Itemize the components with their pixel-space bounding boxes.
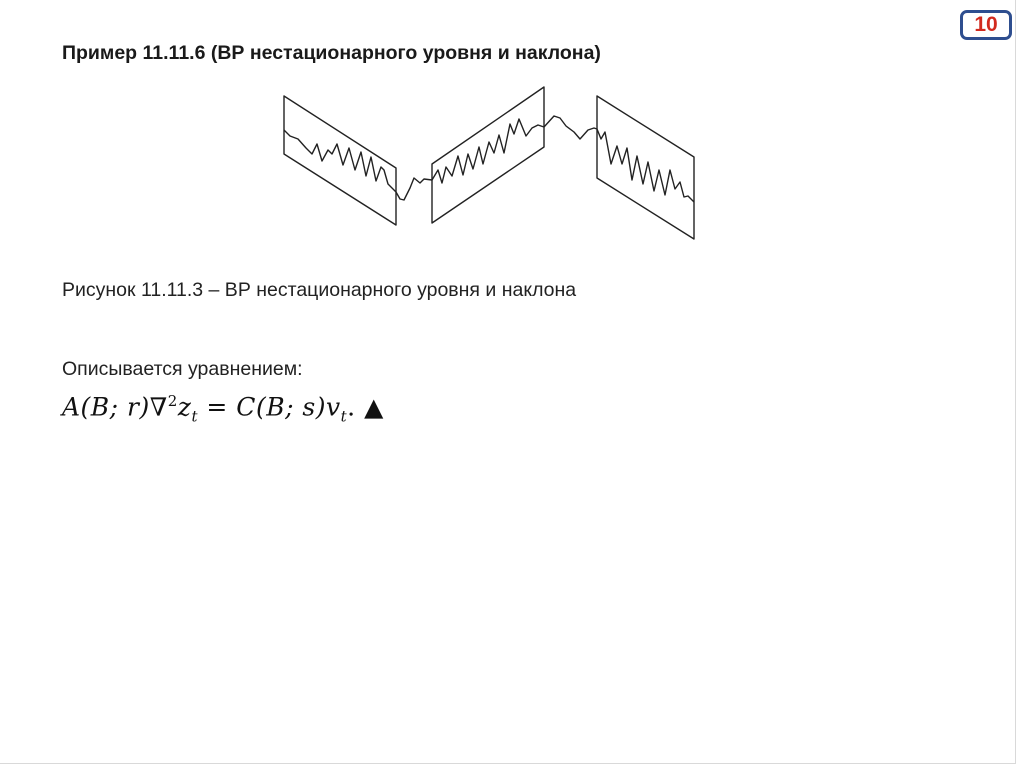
time-series-figure — [270, 84, 710, 244]
time-series-diagram — [270, 84, 710, 244]
formula-power: 2 — [167, 392, 178, 410]
formula-sub-t2: t — [340, 407, 348, 426]
equation — [62, 392, 384, 425]
formula-end: . ▲ — [347, 392, 384, 422]
description-text: Описывается уравнением: — [62, 358, 303, 380]
formula-sub-t1: t — [191, 407, 198, 426]
window-3 — [597, 96, 694, 239]
page-number: 10 — [974, 13, 998, 36]
formula-rhs: = C(B; s)v — [197, 392, 341, 422]
figure-caption: Рисунок 11.11.3 – ВР нестационарного уровня и наклона — [62, 279, 577, 301]
slide-title: Пример 11.11.6 (ВР нестационарного уровня и наклона) — [62, 42, 601, 64]
page-number-badge — [960, 10, 1012, 40]
formula-var-z: z — [177, 392, 192, 422]
window-1 — [284, 96, 396, 225]
window-2 — [432, 87, 544, 223]
series-line — [284, 116, 694, 202]
formula-lhs: A(B; r)∇ — [62, 392, 168, 422]
